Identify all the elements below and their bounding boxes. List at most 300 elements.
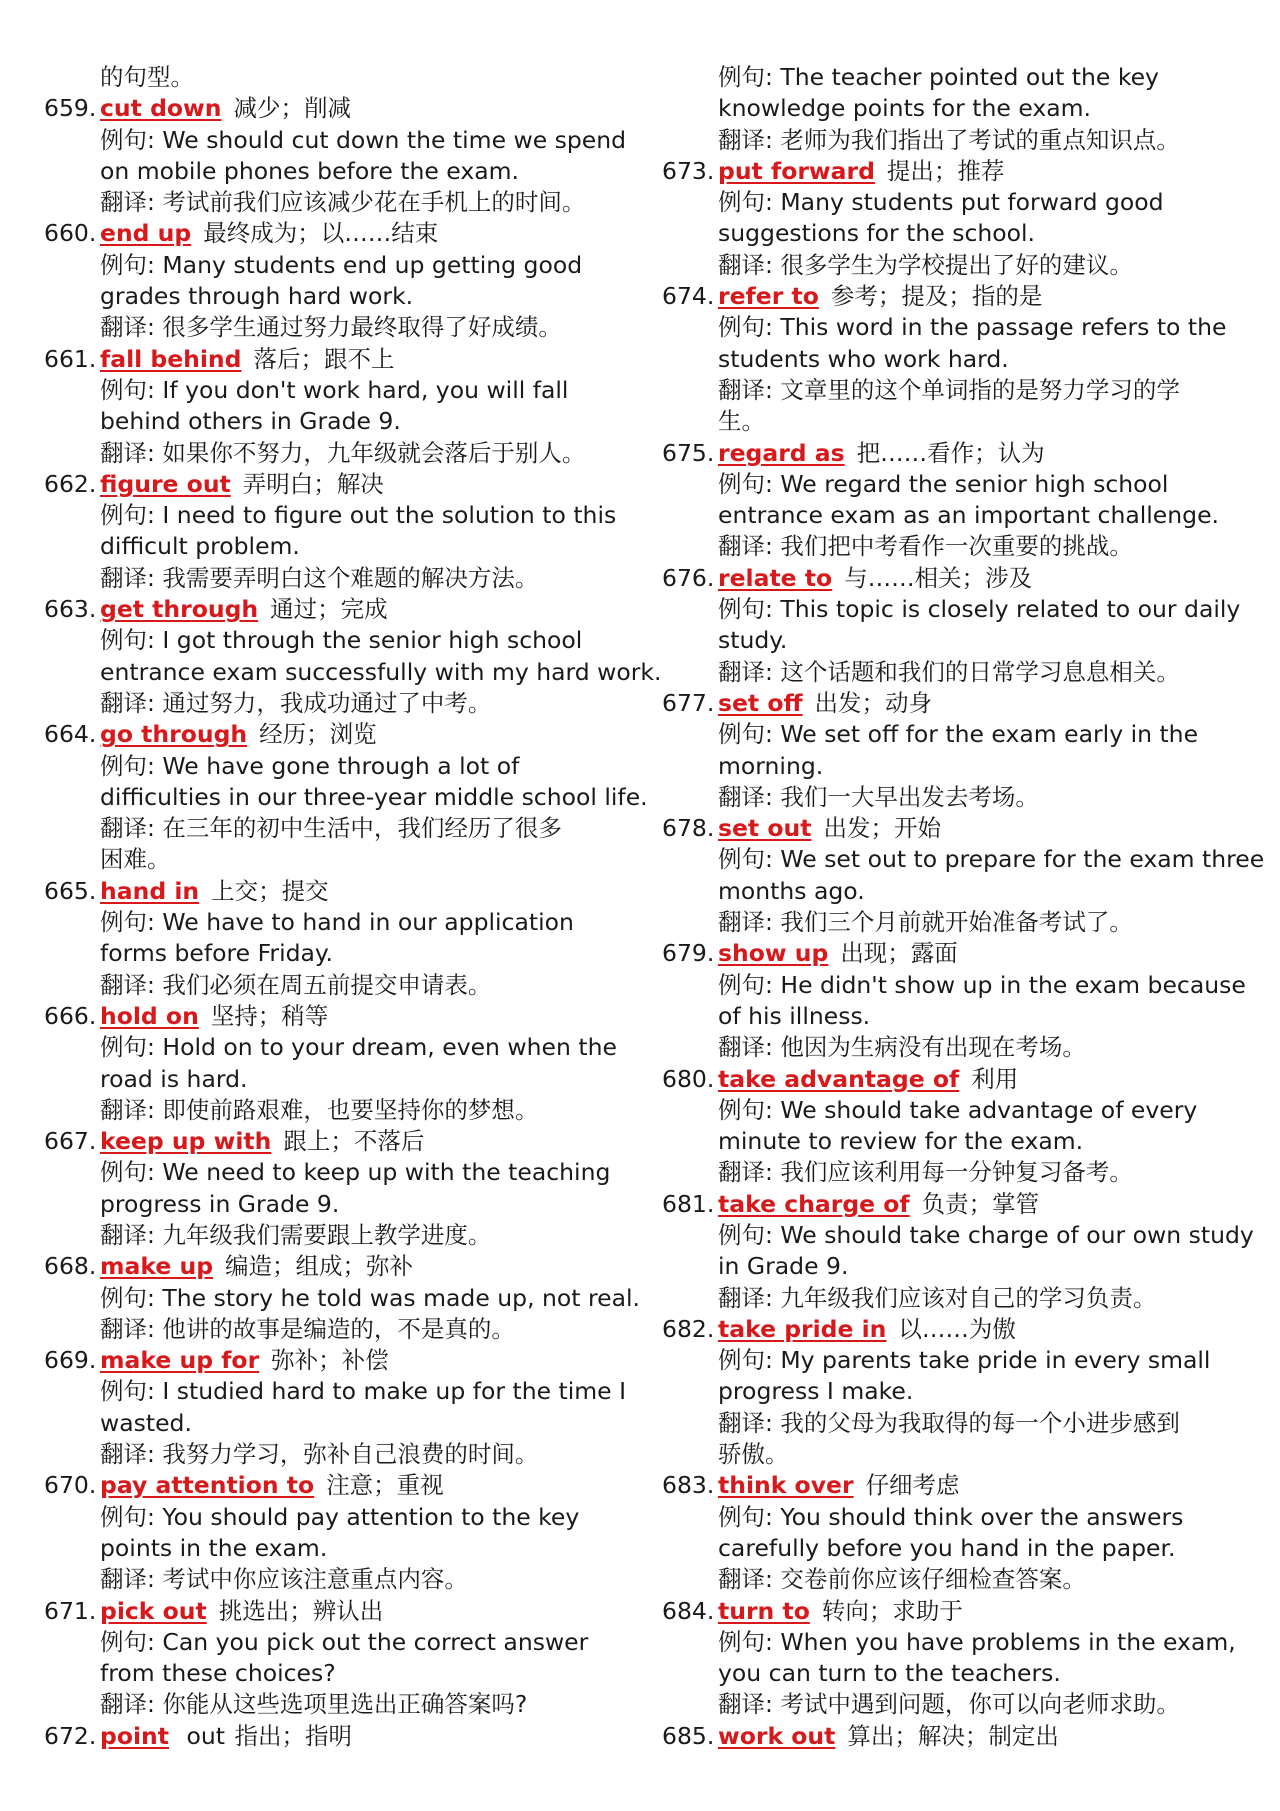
entry-number: 676. — [662, 563, 715, 592]
translation-label: 翻译: — [100, 688, 155, 717]
example-sentence-cont — [44, 1189, 644, 1220]
translation-text: 老师为我们指出了考试的重点知识点。 — [780, 125, 1180, 154]
example-sentence-label: 例句: — [718, 188, 773, 217]
entry-phrase: make up — [100, 1252, 214, 1281]
example-sentence-text: You should pay attention to the key — [162, 1502, 580, 1531]
entry-header — [662, 938, 1262, 969]
entry-meaning: 通过；完成 — [270, 595, 388, 624]
example-sentence-cont-text: study. — [718, 626, 788, 655]
example-sentence-cont-text: grades through hard work. — [100, 282, 414, 311]
entry-meaning: 注意；重视 — [326, 1471, 444, 1500]
entry-header — [662, 1721, 1262, 1752]
example-sentence-text: I got through the senior high school — [162, 626, 583, 655]
translation — [662, 1689, 1262, 1720]
entry-number: 680. — [662, 1064, 715, 1093]
entry-phrase: relate to — [718, 563, 833, 592]
entry-number: 666. — [44, 1001, 97, 1030]
translation-text: 你能从这些选项里选出正确答案吗? — [162, 1690, 528, 1719]
translation-text: 他讲的故事是编造的，不是真的。 — [162, 1314, 515, 1343]
example-sentence-cont-text: entrance exam as an important challenge. — [718, 501, 1220, 530]
entry-phrase: hand in — [100, 876, 200, 905]
example-sentence — [662, 187, 1262, 218]
example-sentence-label: 例句: — [718, 845, 773, 874]
example-sentence-cont-text: knowledge points for the exam. — [718, 94, 1092, 123]
example-sentence-cont — [662, 93, 1262, 124]
example-sentence-text: We regard the senior high school — [780, 469, 1169, 498]
entry-number: 685. — [662, 1721, 715, 1750]
example-sentence-cont-text: forms before Friday. — [100, 939, 333, 968]
entry-header — [44, 1721, 644, 1752]
entry-number: 669. — [44, 1346, 97, 1375]
translation — [662, 1408, 1262, 1439]
example-sentence — [44, 625, 644, 656]
entry-meaning: 仔细考虑 — [865, 1471, 960, 1500]
translation-text: 考试中遇到问题，你可以向老师求助。 — [780, 1690, 1180, 1719]
entry-meaning: 经历；浏览 — [259, 720, 377, 749]
example-sentence — [662, 1627, 1262, 1658]
entry-meaning: 参考；提及；指的是 — [830, 282, 1043, 311]
example-sentence-cont-text: difficult problem. — [100, 532, 300, 561]
translation-label: 翻译: — [100, 1095, 155, 1124]
example-sentence-cont-text: students who work hard. — [718, 344, 1009, 373]
example-sentence-text: You should think over the answers — [780, 1502, 1184, 1531]
entry-number: 671. — [44, 1596, 97, 1625]
example-sentence-cont — [44, 156, 644, 187]
example-sentence-cont — [662, 1658, 1262, 1689]
example-sentence-text: Hold on to your dream, even when the — [162, 1033, 617, 1062]
entry-number: 682. — [662, 1314, 715, 1343]
example-sentence-cont-text: entrance exam successfully with my hard work. — [100, 657, 662, 686]
entry-header — [44, 1596, 644, 1627]
example-sentence — [662, 1502, 1262, 1533]
translation-label: 翻译: — [100, 313, 155, 342]
translation-text: 文章里的这个单词指的是努力学习的学 — [780, 375, 1180, 404]
translation-text: 很多学生通过努力最终取得了好成绩。 — [162, 313, 562, 342]
example-sentence-label: 例句: — [718, 1095, 773, 1124]
example-sentence-cont — [662, 1533, 1262, 1564]
entry-phrase: make up for — [100, 1346, 260, 1375]
example-sentence-text: We should take charge of our own study — [780, 1220, 1254, 1249]
translation-text: 很多学生为学校提出了好的建议。 — [780, 250, 1133, 279]
example-sentence-label: 例句: — [100, 1033, 155, 1062]
entry-number: 675. — [662, 438, 715, 467]
translation — [44, 1220, 644, 1251]
translation-text: 这个话题和我们的日常学习息息相关。 — [780, 657, 1180, 686]
entry-meaning: 利用 — [971, 1064, 1019, 1093]
entry-header — [662, 563, 1262, 594]
translation-text: 我们一大早出发去考场。 — [780, 782, 1039, 811]
example-sentence-cont — [662, 751, 1262, 782]
example-sentence-text: We set out to prepare for the exam three — [780, 845, 1265, 874]
example-sentence-cont-text: behind others in Grade 9. — [100, 407, 401, 436]
example-sentence-cont — [662, 876, 1262, 907]
entry-phrase: take advantage of — [718, 1064, 960, 1093]
example-sentence-label: 例句: — [718, 313, 773, 342]
entry-phrase: set out — [718, 814, 812, 843]
translation — [44, 1564, 644, 1595]
left-column — [44, 62, 662, 1752]
entry-meaning: 提出；推荐 — [886, 156, 1005, 185]
example-sentence-cont — [662, 1126, 1262, 1157]
example-sentence-text: We should take advantage of every — [780, 1095, 1198, 1124]
translation-label: 翻译: — [718, 908, 773, 937]
translation-cont — [662, 1439, 1262, 1470]
entry-phrase: work out — [718, 1721, 836, 1750]
example-sentence — [662, 312, 1262, 343]
example-sentence-text: We have to hand in our application — [162, 908, 574, 937]
entry-number: 673. — [662, 156, 715, 185]
translation-label: 翻译: — [718, 1408, 773, 1437]
entry-meaning: 算出；解决；制定出 — [847, 1721, 1059, 1750]
entry-meaning: 最终成为；以……结束 — [203, 219, 439, 248]
entry-meaning: 落后；跟不上 — [253, 344, 395, 373]
example-sentence-cont — [44, 531, 644, 562]
translation-text: 我们把中考看作一次重要的挑战。 — [780, 532, 1133, 561]
entry-phrase: put forward — [718, 156, 875, 185]
entry-meaning: 负责；掌管 — [921, 1189, 1040, 1218]
entry-header — [662, 688, 1262, 719]
example-sentence-label: 例句: — [718, 469, 773, 498]
example-sentence-cont-text: minute to review for the exam. — [718, 1127, 1084, 1156]
entry-phrase: pick out — [100, 1596, 207, 1625]
translation-text: 交卷前你应该仔细检查答案。 — [780, 1565, 1086, 1594]
entry-meaning: 以……为傲 — [898, 1314, 1016, 1343]
entry-number: 672. — [44, 1721, 97, 1750]
entry-header — [44, 1470, 644, 1501]
translation-text: 九年级我们需要跟上教学进度。 — [162, 1220, 492, 1249]
entry-number: 663. — [44, 595, 97, 624]
translation — [662, 782, 1262, 813]
example-sentence — [44, 1032, 644, 1063]
example-sentence-text: He didn't show up in the exam because — [780, 970, 1246, 999]
translation-label: 翻译: — [718, 657, 773, 686]
example-sentence-cont-text: you can turn to the teachers. — [718, 1659, 1061, 1688]
translation-text: 即使前路艰难，也要坚持你的梦想。 — [162, 1095, 539, 1124]
example-sentence-cont — [44, 782, 648, 813]
example-sentence-cont — [44, 938, 644, 969]
example-sentence-cont — [44, 657, 662, 688]
entry-number: 664. — [44, 720, 97, 749]
translation-text: 考试中你应该注意重点内容。 — [162, 1565, 468, 1594]
entry-number: 679. — [662, 939, 715, 968]
entry-phrase: turn to — [718, 1596, 810, 1625]
example-sentence-cont-text: road is hard. — [100, 1064, 248, 1093]
translation — [662, 250, 1262, 281]
entry-number: 665. — [44, 876, 97, 905]
entry-header — [44, 719, 644, 750]
example-sentence — [44, 1157, 644, 1188]
translation-label: 翻译: — [718, 1283, 773, 1312]
translation-cont — [662, 406, 1262, 437]
entry-header — [44, 93, 644, 124]
translation-text: 我努力学习，弥补自己浪费的时间。 — [162, 1440, 539, 1469]
example-sentence-text: My parents take pride in every small — [780, 1346, 1211, 1375]
translation-cont-text: 骄傲。 — [718, 1440, 789, 1469]
entry-header — [44, 1001, 644, 1032]
entry-phrase: set off — [718, 688, 803, 717]
example-sentence-cont-text: points in the exam. — [100, 1533, 328, 1562]
example-sentence-text: The teacher pointed out the key — [780, 63, 1159, 91]
entry-phrase: cut down — [100, 94, 222, 123]
translation-text: 我的父母为我取得的每一个小进步感到 — [780, 1408, 1180, 1437]
example-sentence-text: We have gone through a lot of — [162, 751, 520, 780]
example-sentence-label: 例句: — [718, 1346, 773, 1375]
translation — [662, 907, 1262, 938]
translation-label: 翻译: — [718, 1565, 773, 1594]
example-sentence-text: We need to keep up with the teaching — [162, 1158, 611, 1187]
entry-header — [662, 813, 1262, 844]
translation-cont-text: 生。 — [718, 407, 765, 436]
entry-header — [662, 156, 1262, 187]
example-sentence-label: 例句: — [100, 1158, 155, 1187]
example-sentence — [662, 1095, 1262, 1126]
example-sentence-cont-text: of his illness. — [718, 1001, 871, 1030]
translation — [44, 1314, 644, 1345]
entry-phrase: hold on — [100, 1001, 199, 1030]
example-sentence-text: If you don't work hard, you will fall — [162, 375, 569, 404]
entry-number: 667. — [44, 1127, 97, 1156]
example-sentence-text: The story he told was made up, not real. — [162, 1283, 640, 1312]
entry-phrase: fall behind — [100, 344, 242, 373]
translation-label: 翻译: — [718, 532, 773, 561]
example-sentence — [44, 907, 644, 938]
entry-number: 678. — [662, 814, 715, 843]
translation-label: 翻译: — [718, 1690, 773, 1719]
example-sentence-cont — [44, 281, 644, 312]
entry-header — [662, 281, 1262, 312]
entry-phrase: end up — [100, 219, 192, 248]
entry-header — [662, 438, 1262, 469]
example-sentence-label: 例句: — [100, 751, 155, 780]
entry-number: 670. — [44, 1471, 97, 1500]
entry-number: 660. — [44, 219, 97, 248]
example-sentence-cont — [662, 1251, 1262, 1282]
translation — [662, 1283, 1262, 1314]
continuation-text: 的句型。 — [100, 63, 194, 91]
translation-label: 翻译: — [718, 1033, 773, 1062]
translation-label: 翻译: — [100, 563, 155, 592]
example-sentence-cont-text: progress in Grade 9. — [100, 1189, 340, 1218]
translation — [44, 312, 644, 343]
translation — [44, 1439, 644, 1470]
example-sentence-cont — [662, 625, 1262, 656]
translation-label: 翻译: — [100, 1690, 155, 1719]
translation — [662, 1032, 1262, 1063]
example-sentence-label: 例句: — [100, 250, 155, 279]
example-sentence — [662, 719, 1262, 750]
example-sentence — [662, 469, 1262, 500]
translation — [44, 1095, 644, 1126]
example-sentence-label: 例句: — [718, 970, 773, 999]
translation — [44, 688, 644, 719]
example-sentence — [662, 594, 1262, 625]
translation-text: 九年级我们应该对自己的学习负责。 — [780, 1283, 1157, 1312]
example-sentence-cont-text: difficulties in our three-year middle school life. — [100, 782, 648, 811]
entry-number: 659. — [44, 94, 97, 123]
entry-number: 683. — [662, 1471, 715, 1500]
entry-meaning: 减少；削减 — [233, 94, 351, 123]
entry-phrase: regard as — [718, 438, 845, 467]
translation-label: 翻译: — [100, 438, 155, 467]
translation-label: 翻译: — [718, 125, 773, 154]
example-sentence-cont — [662, 1376, 1262, 1407]
example-sentence-label: 例句: — [718, 595, 773, 624]
entry-phrase: point — [100, 1721, 169, 1750]
example-sentence — [44, 751, 644, 782]
example-sentence-text: Many students put forward good — [780, 188, 1164, 217]
translation-text: 他因为生病没有出现在考场。 — [780, 1033, 1086, 1062]
example-sentence — [662, 62, 1262, 93]
translation-label: 翻译: — [100, 1220, 155, 1249]
example-sentence-label: 例句: — [100, 908, 155, 937]
example-sentence-label: 例句: — [718, 720, 773, 749]
translation-text: 通过努力，我成功通过了中考。 — [162, 688, 492, 717]
translation — [44, 187, 644, 218]
example-sentence — [44, 125, 644, 156]
translation-label: 翻译: — [100, 188, 155, 217]
entry-meaning: 与……相关；涉及 — [844, 563, 1033, 592]
translation-label: 翻译: — [100, 1314, 155, 1343]
example-sentence — [44, 250, 644, 281]
right-column — [662, 62, 1265, 1752]
entry-meaning: 出发；开始 — [823, 814, 941, 843]
example-sentence-label: 例句: — [718, 1220, 773, 1249]
example-sentence-cont-text: wasted. — [100, 1408, 192, 1437]
translation-cont-text: 困难。 — [100, 845, 171, 874]
example-sentence-cont-text: morning. — [718, 751, 824, 780]
translation-label: 翻译: — [718, 250, 773, 279]
example-sentence-cont — [662, 1001, 1262, 1032]
translation — [662, 1564, 1262, 1595]
entry-phrase: go through — [100, 720, 248, 749]
example-sentence — [44, 375, 644, 406]
translation — [44, 1689, 644, 1720]
example-sentence-cont — [44, 1064, 644, 1095]
entry-header — [662, 1064, 1262, 1095]
example-sentence-text: Can you pick out the correct answer — [162, 1627, 589, 1656]
translation-text: 我们三个月前就开始准备考试了。 — [780, 908, 1133, 937]
translation-text: 我需要弄明白这个难题的解决方法。 — [162, 563, 539, 592]
entry-phrase: take charge of — [718, 1189, 910, 1218]
example-sentence — [662, 1345, 1262, 1376]
example-sentence-label: 例句: — [718, 1627, 773, 1656]
entry-meaning: 出发；动身 — [814, 688, 933, 717]
entry-number: 661. — [44, 344, 97, 373]
example-sentence-label: 例句: — [718, 1502, 773, 1531]
entry-meaning: 弥补；补偿 — [271, 1346, 389, 1375]
entry-phrase: pay attention to — [100, 1471, 315, 1500]
example-sentence-cont — [44, 1533, 644, 1564]
entry-meaning: 把……看作；认为 — [856, 438, 1045, 467]
entry-phrase-rest: out — [186, 1721, 225, 1750]
entry-phrase: keep up with — [100, 1127, 272, 1156]
translation-label: 翻译: — [100, 1565, 155, 1594]
entry-header — [44, 876, 644, 907]
translation-text: 我们必须在周五前提交申请表。 — [162, 970, 492, 999]
entry-meaning: 转向；求助于 — [821, 1596, 963, 1625]
example-sentence-label: 例句: — [100, 501, 155, 530]
entry-meaning: 指出；指明 — [234, 1721, 352, 1750]
entry-meaning: 编造；组成；弥补 — [225, 1252, 414, 1281]
example-sentence-cont-text: carefully before you hand in the paper. — [718, 1533, 1176, 1562]
example-sentence-text: I studied hard to make up for the time I — [162, 1377, 627, 1406]
translation-label: 翻译: — [100, 970, 155, 999]
entry-phrase: show up — [718, 939, 829, 968]
example-sentence-label: 例句: — [100, 1283, 155, 1312]
example-sentence-label: 例句: — [100, 1502, 155, 1531]
translation — [662, 657, 1262, 688]
translation — [662, 531, 1262, 562]
example-sentence-cont-text: in Grade 9. — [718, 1252, 849, 1281]
entry-phrase: figure out — [100, 469, 231, 498]
entry-header — [44, 1251, 644, 1282]
translation-text: 在三年的初中生活中，我们经历了很多 — [162, 814, 562, 843]
example-sentence-text: We should cut down the time we spend — [162, 125, 627, 154]
entry-phrase: get through — [100, 595, 259, 624]
example-sentence — [662, 1220, 1262, 1251]
entry-number: 677. — [662, 688, 715, 717]
entry-header — [662, 1189, 1262, 1220]
entry-number: 668. — [44, 1252, 97, 1281]
example-sentence-cont — [662, 500, 1262, 531]
entry-header — [662, 1596, 1262, 1627]
translation-text: 考试前我们应该减少花在手机上的时间。 — [162, 188, 586, 217]
example-sentence-cont — [662, 218, 1262, 249]
entry-meaning: 挑选出；辨认出 — [218, 1596, 384, 1625]
entry-phrase: refer to — [718, 282, 819, 311]
example-sentence-text: This word in the passage refers to the — [780, 313, 1227, 342]
example-sentence-label: 例句: — [100, 626, 155, 655]
entry-meaning: 坚持；稍等 — [210, 1001, 329, 1030]
translation — [662, 1157, 1262, 1188]
example-sentence-cont — [44, 1408, 644, 1439]
example-sentence-cont-text: progress I make. — [718, 1377, 914, 1406]
example-sentence-label: 例句: — [718, 63, 773, 91]
entry-header — [44, 1345, 644, 1376]
entry-header — [44, 1126, 644, 1157]
example-sentence — [44, 500, 644, 531]
example-sentence-label: 例句: — [100, 375, 155, 404]
entry-phrase: take pride in — [718, 1314, 887, 1343]
example-sentence-text: When you have problems in the exam, — [780, 1627, 1236, 1656]
translation — [44, 438, 644, 469]
example-sentence — [44, 1376, 644, 1407]
translation — [662, 375, 1262, 406]
translation — [662, 125, 1262, 156]
entry-header — [44, 469, 644, 500]
translation-cont — [44, 844, 644, 875]
example-sentence-cont-text: on mobile phones before the exam. — [100, 156, 520, 185]
example-sentence-cont — [662, 344, 1262, 375]
entry-number: 662. — [44, 469, 97, 498]
example-sentence-text: We set off for the exam early in the — [780, 720, 1199, 749]
example-sentence-text: I need to figure out the solution to this — [162, 501, 617, 530]
example-sentence — [662, 844, 1265, 875]
entry-header — [44, 218, 644, 249]
translation-text: 如果你不努力，九年级就会落后于别人。 — [162, 438, 586, 467]
example-sentence-cont-text: months ago. — [718, 876, 865, 905]
entry-meaning: 出现；露面 — [840, 939, 958, 968]
entry-header — [44, 594, 644, 625]
entry-header — [662, 1314, 1262, 1345]
entry-phrase: think over — [718, 1471, 854, 1500]
example-sentence — [44, 1627, 644, 1658]
translation — [44, 813, 644, 844]
translation-label: 翻译: — [718, 375, 773, 404]
example-sentence — [44, 1502, 644, 1533]
example-sentence-cont-text: suggestions for the school. — [718, 219, 1036, 248]
example-sentence-cont — [44, 1658, 644, 1689]
